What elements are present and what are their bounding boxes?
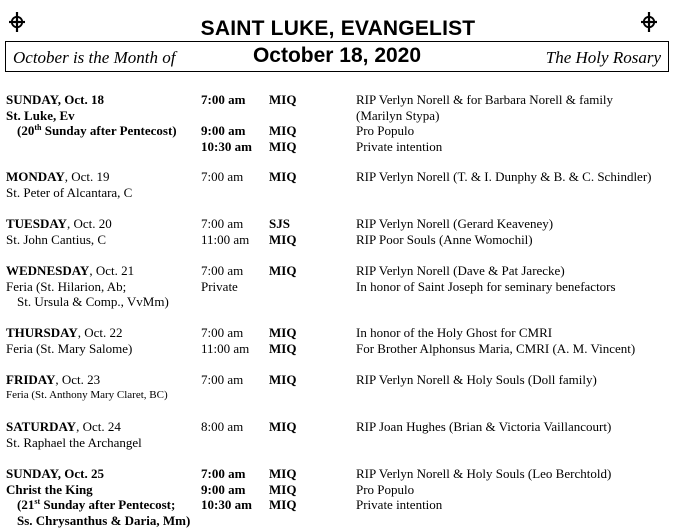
day-heading: MONDAY, Oct. 19 xyxy=(6,169,110,184)
mass-schedule xyxy=(0,92,676,530)
celebrant: MIQ xyxy=(269,497,297,512)
mass-time: 7:00 am xyxy=(201,216,244,231)
date-banner xyxy=(5,41,669,72)
schedule-day xyxy=(0,169,676,216)
mass-intention: RIP Verlyn Norell & for Barbara Norell & family xyxy=(356,92,614,107)
mass-intention: For Brother Alphonsus Maria, CMRI (A. M. Vincent) xyxy=(356,340,636,356)
feast-name: Christ the King xyxy=(6,481,93,497)
parish-title: SAINT LUKE, EVANGELIST xyxy=(200,17,476,40)
feast-name: Feria (St. Mary Salome) xyxy=(6,340,133,356)
mass-intention: RIP Verlyn Norell (Gerard Keaveney) xyxy=(356,216,554,231)
schedule-day xyxy=(0,419,676,466)
feast-name: St. Raphael the Archangel xyxy=(6,434,142,450)
mass-time: 7:00 am xyxy=(201,263,244,278)
mass-intention: RIP Verlyn Norell (T. & I. Dunphy & B. & C. Schindler) xyxy=(356,169,652,184)
celebrant: MIQ xyxy=(269,325,297,340)
celebrant: MIQ xyxy=(269,263,297,278)
celebrant: MIQ xyxy=(269,419,297,434)
feast-name: St. Peter of Alcantara, C xyxy=(6,184,133,200)
mass-intention: RIP Joan Hughes (Brian & Victoria Vaillancourt) xyxy=(356,419,612,434)
mass-intention: (Marilyn Stypa) xyxy=(356,107,440,123)
mass-intention: Pro Populo xyxy=(356,123,415,138)
celebrant: MIQ xyxy=(269,340,297,356)
schedule-day xyxy=(0,372,676,419)
schedule-day xyxy=(0,466,676,530)
schedule-day xyxy=(0,263,676,325)
mass-time: 11:00 am xyxy=(201,231,250,247)
mass-time: 8:00 am xyxy=(201,419,244,434)
mass-time: 9:00 am xyxy=(201,123,246,138)
mass-time: 7:00 am xyxy=(201,466,246,481)
mass-time: 7:00 am xyxy=(201,372,244,387)
mass-intention: RIP Verlyn Norell & Holy Souls (Leo Berchtold) xyxy=(356,466,612,481)
mass-intention: RIP Verlyn Norell (Dave & Pat Jarecke) xyxy=(356,263,565,278)
day-heading: FRIDAY, Oct. 23 xyxy=(6,372,101,387)
mass-intention: RIP Verlyn Norell & Holy Souls (Doll family) xyxy=(356,372,597,387)
day-heading: SATURDAY, Oct. 24 xyxy=(6,419,121,434)
day-heading: WEDNESDAY, Oct. 21 xyxy=(6,263,135,278)
celebrant: MIQ xyxy=(269,169,297,184)
mass-time: 10:30 am xyxy=(201,138,252,154)
feast-note: (21st Sunday after Pentecost; xyxy=(17,497,176,512)
day-heading: TUESDAY, Oct. 20 xyxy=(6,216,112,231)
month-dedication: The Holy Rosary xyxy=(545,48,661,67)
mass-time: 7:00 am xyxy=(201,92,246,107)
feast-name: St. Luke, Ev xyxy=(6,107,75,123)
mass-intention: Private intention xyxy=(356,497,443,512)
mass-time: 11:00 am xyxy=(201,340,250,356)
mass-time: 10:30 am xyxy=(201,497,252,512)
celebrant: MIQ xyxy=(269,481,297,497)
day-heading: SUNDAY, Oct. 18 xyxy=(6,92,104,107)
bulletin-header xyxy=(0,0,676,75)
schedule-day xyxy=(0,325,676,372)
mass-intention: In honor of the Holy Ghost for CMRI xyxy=(356,325,553,340)
month-dedication-label: October is the Month of xyxy=(13,48,176,67)
celebrant: MIQ xyxy=(269,466,297,481)
feast-name: St. Ursula & Comp., VvMm) xyxy=(17,294,169,309)
mass-time: 7:00 am xyxy=(201,169,244,184)
celebrant: MIQ xyxy=(269,123,297,138)
mass-intention: Pro Populo xyxy=(356,481,415,497)
feast-name: St. John Cantius, C xyxy=(6,231,107,247)
celebrant: MIQ xyxy=(269,372,297,387)
mass-time: 9:00 am xyxy=(201,481,246,497)
celebrant: MIQ xyxy=(269,231,297,247)
mass-time: 7:00 am xyxy=(201,325,244,340)
cross-icon xyxy=(641,12,657,32)
feast-note: (20th Sunday after Pentecost) xyxy=(17,123,177,138)
schedule-day xyxy=(0,92,676,169)
mass-intention: Private intention xyxy=(356,138,443,154)
feast-name: Feria (St. Hilarion, Ab; xyxy=(6,278,127,294)
day-heading: SUNDAY, Oct. 25 xyxy=(6,466,104,481)
mass-intention: RIP Poor Souls (Anne Womochil) xyxy=(356,231,533,247)
feast-note: Ss. Chrysanthus & Daria, Mm) xyxy=(17,512,191,528)
bulletin-date: October 18, 2020 xyxy=(252,44,422,67)
mass-intention: In honor of Saint Joseph for seminary benefactors xyxy=(356,278,616,294)
schedule-day xyxy=(0,216,676,263)
celebrant: MIQ xyxy=(269,92,297,107)
day-heading: THURSDAY, Oct. 22 xyxy=(6,325,123,340)
mass-time: Private xyxy=(201,278,238,294)
celebrant: MIQ xyxy=(269,138,297,154)
celebrant: SJS xyxy=(269,216,290,231)
feast-name: Feria (St. Anthony Mary Claret, BC) xyxy=(6,388,168,401)
